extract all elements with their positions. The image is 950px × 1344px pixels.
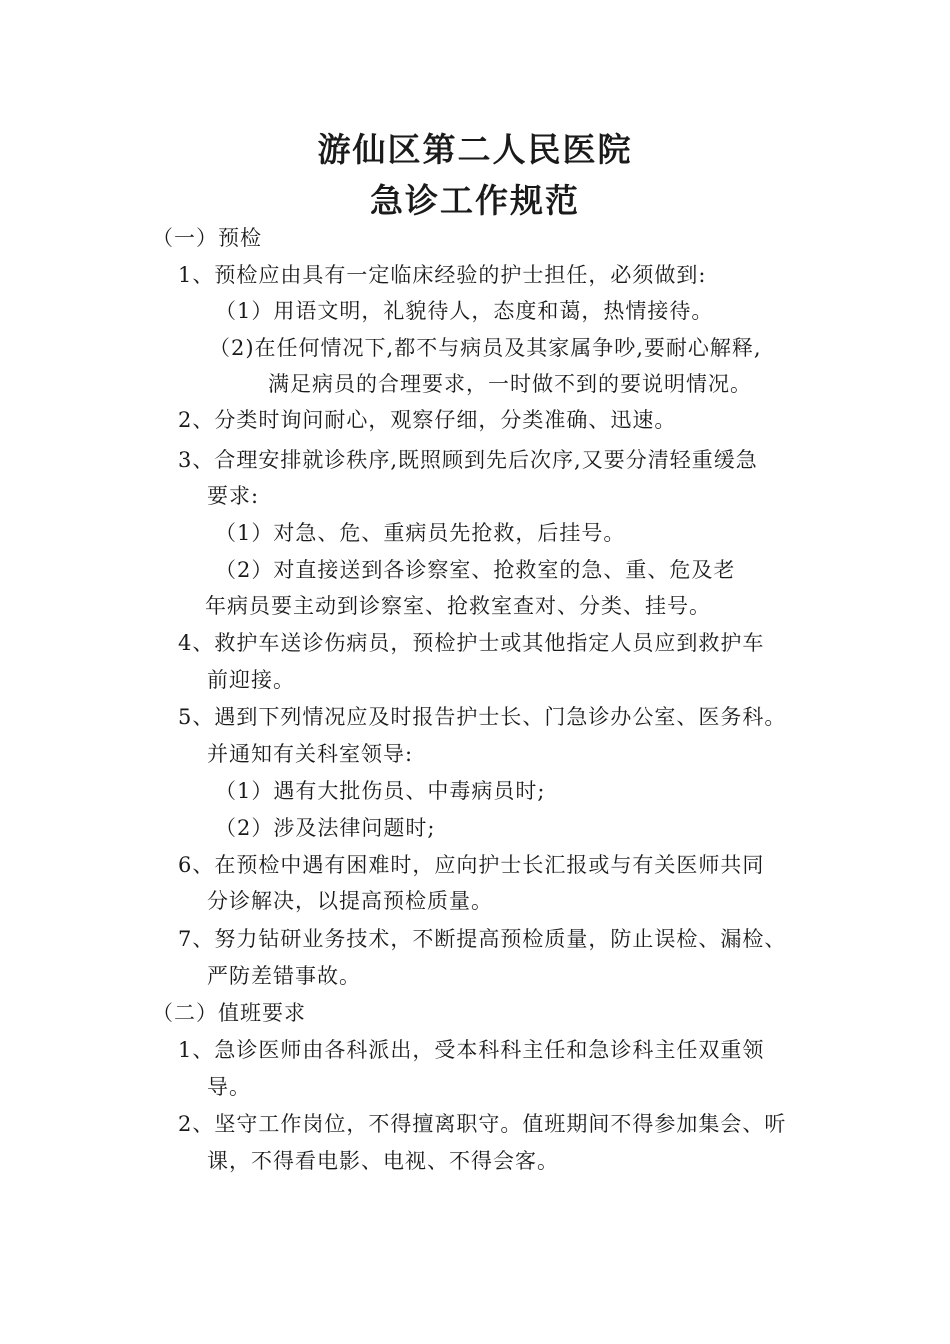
paragraph-line: 6、在预检中遇有困难时，应向护士长汇报或与有关医师共同 — [178, 853, 765, 877]
document-title: 急诊工作规范 — [370, 181, 580, 220]
paragraph-line: 要求: — [207, 484, 260, 508]
paragraph-line: 1、急诊医师由各科派出，受本科科主任和急诊科主任双重领 — [178, 1038, 765, 1062]
paragraph-line: 并通知有关科室领导: — [207, 742, 414, 766]
paragraph-line: 前迎接。 — [207, 668, 295, 692]
paragraph-line: （2）对直接送到各诊察室、抢救室的急、重、危及老 — [215, 558, 736, 582]
section-heading-duty: （二）值班要求 — [152, 1001, 306, 1025]
paragraph-line: 年病员要主动到诊察室、抢救室查对、分类、挂号。 — [205, 594, 711, 618]
paragraph-line: （1）用语文明，礼貌待人，态度和蔼，热情接待。 — [215, 299, 714, 323]
paragraph-line: 5、遇到下列情况应及时报告护士长、门急诊办公室、医务科。 — [178, 705, 787, 729]
paragraph-line: （2）涉及法律问题时; — [215, 816, 436, 840]
paragraph-line: 课，不得看电影、电视、不得会客。 — [207, 1149, 559, 1173]
paragraph-line: 1、预检应由具有一定临床经验的护士担任，必须做到: — [178, 263, 707, 287]
paragraph-line: 2、坚守工作岗位，不得擅离职守。值班期间不得参加集会、听 — [178, 1112, 787, 1136]
paragraph-line: 4、救护车送诊伤病员，预检护士或其他指定人员应到救护车 — [178, 631, 765, 655]
paragraph-line: （1）遇有大批伤员、中毒病员时; — [215, 779, 546, 803]
paragraph-line: 分诊解决，以提高预检质量。 — [207, 889, 493, 913]
paragraph-line: 3、合理安排就诊秩序,既照顾到先后次序,又要分清轻重缓急 — [178, 448, 758, 472]
paragraph-line: 满足病员的合理要求，一时做不到的要说明情况。 — [268, 372, 752, 396]
paragraph-line: （2)在任何情况下,都不与病员及其家属争吵,要耐心解释, — [209, 336, 762, 360]
paragraph-line: （1）对急、危、重病员先抢救，后挂号。 — [215, 521, 626, 545]
section-heading-triage: （一）预检 — [152, 226, 262, 250]
paragraph-line: 严防差错事故。 — [207, 964, 361, 988]
paragraph-line: 2、分类时询问耐心，观察仔细，分类准确、迅速。 — [178, 408, 677, 432]
paragraph-line: 导。 — [207, 1075, 251, 1099]
hospital-title: 游仙区第二人民医院 — [317, 130, 633, 169]
paragraph-line: 7、努力钻研业务技术，不断提高预检质量，防止误检、漏检、 — [178, 927, 787, 951]
